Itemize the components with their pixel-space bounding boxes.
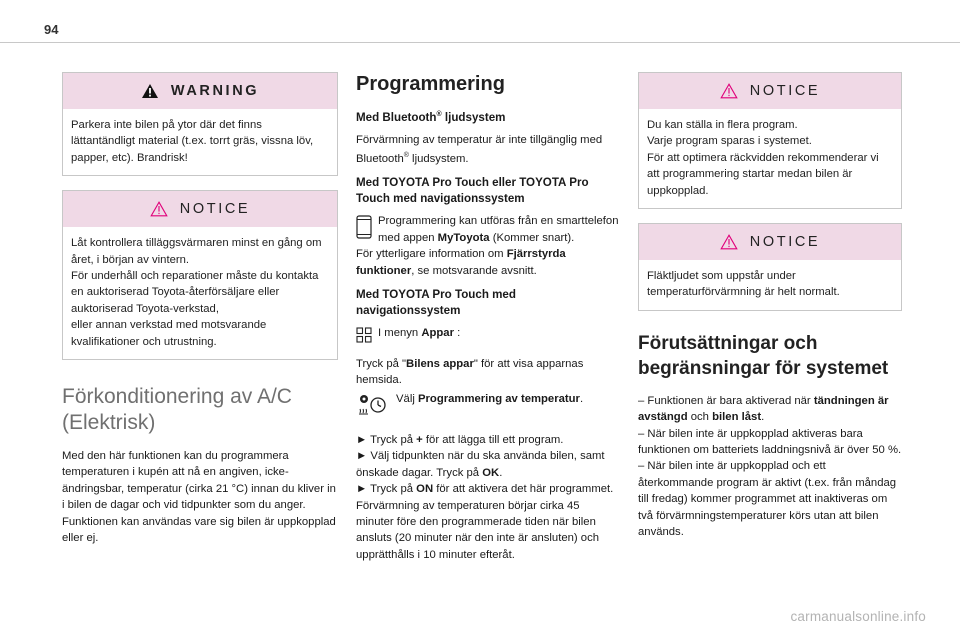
bt-text: ljudsystem. (408, 153, 469, 166)
programming-heading: Programmering (356, 73, 505, 95)
notice2-line: Varje program sparas i systemet. (647, 135, 812, 148)
step-bold: ON (416, 483, 434, 496)
nav-text (378, 213, 620, 246)
bt-text: Förvärmning av temperatur är inte tillgänglig med Bluetooth (356, 133, 603, 166)
preconditioning-paragraph: Funktionen kan användas vare sig bilen är uppkopplad eller ej. (62, 515, 336, 545)
select-row (356, 391, 620, 424)
notice-title-3: NOTICE (749, 234, 821, 251)
bt-heading-text: Med Bluetooth (356, 110, 437, 124)
preconditioning-heading: Förkonditionering av A/C (Elektrisk) (62, 385, 292, 435)
menu-text-part: I menyn (378, 327, 422, 340)
notice-triangle-icon (150, 201, 168, 217)
select-text-part: Välj (396, 392, 418, 405)
notice-box-1 (62, 190, 338, 360)
step (356, 432, 620, 448)
notice1-line: Låt kontrollera tilläggsvärmaren minst en gång om året, i början av vintern. (71, 237, 322, 266)
step-text: ► Välj tidpunkten när du ska använda bilen, samt önskade dagar. Tryck på (356, 450, 605, 479)
temperature-program-icon (356, 393, 390, 424)
menu-text (378, 325, 460, 341)
condition-text: . (761, 411, 765, 424)
page-number: 94 (44, 22, 59, 37)
bluetooth-subheading (356, 107, 620, 126)
step-text: för att aktivera det här programmet. (433, 483, 614, 496)
nav-info-part: För ytterligare information om (356, 248, 507, 261)
notice-triangle-icon (720, 83, 738, 99)
notice-header-3 (639, 224, 901, 260)
conditions-heading: Förutsättningar och begränsningar för systemet (638, 332, 889, 379)
warning-body: Parkera inte bilen på ytor där det finns lättantändligt material (t.ex. torrt gräs, vissna löv, papper, etc). Brandrisk! (71, 119, 314, 164)
select-bold: Programmering av temperatur (417, 392, 580, 405)
condition-bold: bilen låst (712, 411, 762, 424)
nav-info-bold: Fjärrstyrda funktioner (356, 248, 566, 277)
step-bold: OK (482, 466, 500, 479)
notice2-line: Du kan ställa in flera program. (647, 119, 798, 131)
column-right (638, 72, 902, 547)
condition-item: – När bilen inte är uppkopplad och ett återkommande program är aktivt (t.ex. från måndag till fredag) kommer programmet att inaktiveras om två förvärmningstemperaturer körs utan att bilen används. (638, 460, 897, 539)
nav-text-part: Programmering kan utföras från en smarttelefon med appen (378, 215, 619, 244)
header-rule (0, 42, 960, 43)
condition-item: – När bilen inte är uppkopplad aktiveras bara funktionen om batteriets laddningsnivå är över 50 %. (638, 427, 902, 457)
tap-bold: Bilens appar (406, 358, 474, 371)
step-text: . (499, 466, 503, 479)
select-text (396, 391, 583, 407)
notice-box-3 (638, 223, 902, 311)
step-text: ► Tryck på (356, 433, 417, 446)
preconditioning-paragraph: Med den här funktionen kan du programmera temperaturen i kupén att nå en angiven, icke-ändringsbar, temperatur (cirka 21 °C) innan du kliver in i bilen de dagar och vid tidpunkter som du anger. (62, 450, 336, 512)
notice-title-2: NOTICE (749, 83, 821, 99)
select-text-part: . (579, 392, 584, 405)
menu-bold: Appar (421, 327, 454, 340)
condition-item (638, 393, 902, 426)
warning-box (62, 72, 338, 176)
column-left (62, 72, 338, 553)
apps-grid-icon (356, 327, 372, 348)
nav-info (356, 246, 620, 279)
bt-heading-sup: ® (436, 111, 442, 118)
app-name: MyToyota (437, 231, 490, 244)
warning-header (63, 73, 337, 109)
notice2-line: För att optimera räckvidden rekommenderar vi att programmering startar medan bilen är uppkopplad. (647, 151, 879, 197)
nav-text-part: (Kommer snart). (489, 231, 575, 244)
apps-row (356, 325, 620, 348)
tap-text-part: Tryck på " (356, 358, 407, 371)
notice1-line: För underhåll och reparationer måste du kontakta en auktoriserad Toyota-återförsäljare eller auktoriserad Toyota-verkstad, (71, 270, 319, 315)
tap-text-part: " för att visa apparnas hemsida. (356, 358, 584, 387)
notice-body-2 (639, 109, 901, 208)
nav-info-part: , se motsvarande avsnitt. (411, 264, 537, 277)
nav-subheading: Med TOYOTA Pro Touch eller TOYOTA Pro Touch med navigationssystem (356, 176, 589, 206)
notice1-line: eller annan verkstad med motsvarande kvalifikationer och utrustning. (71, 319, 267, 348)
menu-text-part: : (453, 327, 461, 340)
closing-text: Förvärmning av temperaturen börjar cirka 45 minuter före den programmerade tiden när bilen ansluts (20 minuter när den inte är ansluten) och upprätthålls i 10 minuter efteråt. (356, 499, 600, 561)
smartphone-icon (356, 215, 372, 244)
warning-title: WARNING (170, 83, 260, 99)
condition-text: – Funktionen är bara aktiverad när (638, 394, 814, 407)
notice-box-2 (638, 72, 902, 209)
step-text: för att lägga till ett program. (422, 433, 564, 446)
notice-title-1: NOTICE (179, 201, 251, 218)
tap-text (356, 356, 620, 389)
notice-body-3: Fläktljudet som uppstår under temperaturförvärmning är helt normalt. (647, 270, 840, 299)
step-text: ► Tryck på (356, 483, 417, 496)
notice-body-1 (63, 227, 337, 359)
column-middle (356, 72, 620, 569)
bt-text-sup: ® (403, 152, 409, 160)
condition-bold: tändningen är avstängd (638, 394, 889, 424)
notice-triangle-icon (720, 234, 738, 250)
condition-text: och (687, 411, 713, 424)
notice-header-2 (639, 73, 901, 109)
warning-triangle-icon (141, 83, 159, 99)
watermark: carmanualsonline.info (790, 609, 926, 624)
bluetooth-text (356, 132, 620, 168)
smartphone-row (356, 213, 620, 246)
step (356, 448, 620, 481)
step (356, 481, 620, 497)
touch-subheading: Med TOYOTA Pro Touch med navigationssystem (356, 288, 516, 318)
notice-header-1 (63, 191, 337, 227)
step-bold: + (416, 433, 423, 446)
bt-heading-text: ljudsystem (441, 110, 506, 124)
